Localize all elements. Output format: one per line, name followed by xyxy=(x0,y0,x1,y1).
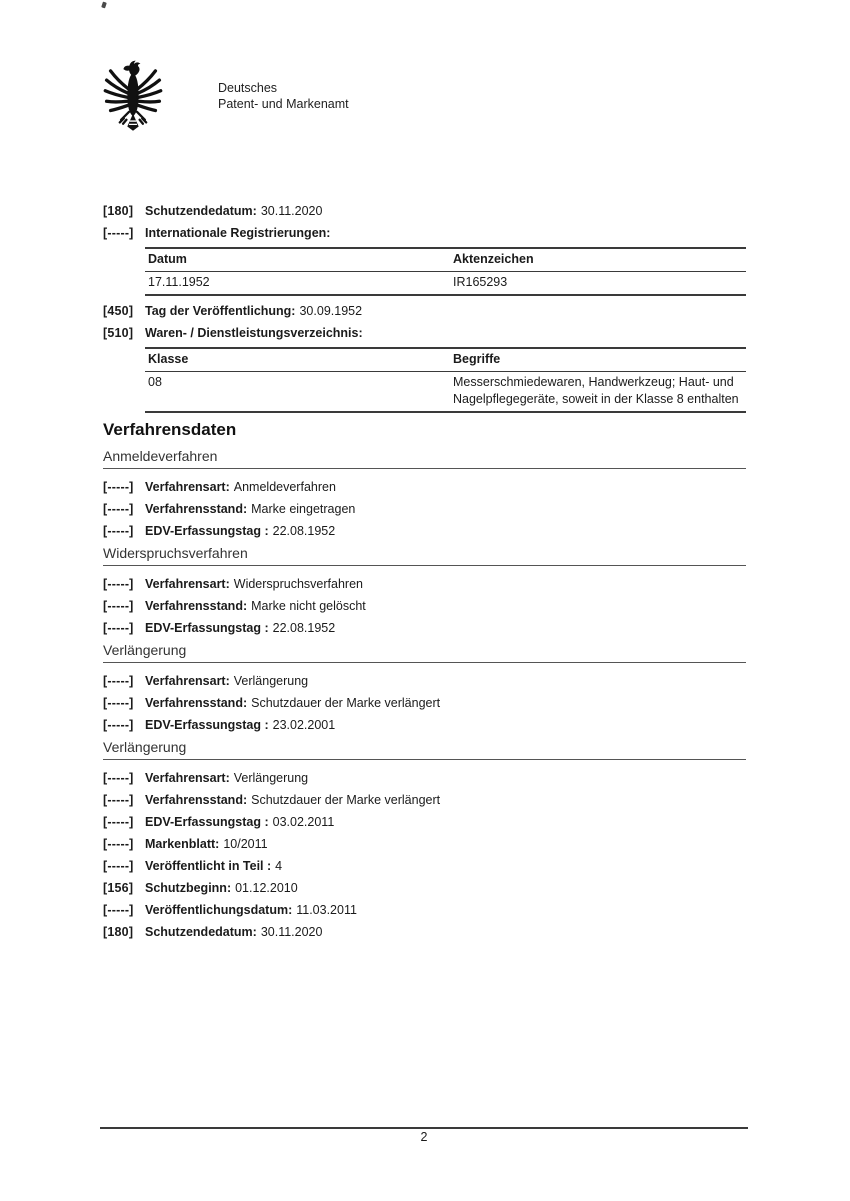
scan-artifact xyxy=(101,2,107,9)
field-label: EDV-Erfassungstag : xyxy=(145,621,269,635)
field-value: 03.02.2011 xyxy=(272,815,335,829)
agency-name-line1: Deutsches xyxy=(218,81,278,95)
field-label: Verfahrensstand: xyxy=(145,793,248,807)
procedure-section-widerspruchsverfahren xyxy=(103,545,746,636)
procedure-section-heading: Verlängerung xyxy=(103,642,746,663)
inid-code: [-----] xyxy=(103,524,134,538)
inid-code: [-----] xyxy=(103,718,134,732)
inid-code: [-----] xyxy=(103,577,134,591)
field-label: Schutzbeginn: xyxy=(145,881,232,895)
field-value: 10/2011 xyxy=(223,837,268,851)
inid-code: [-----] xyxy=(103,599,134,613)
field-value: Marke eingetragen xyxy=(251,502,356,516)
field-value: 30.11.2020 xyxy=(260,925,323,939)
column-header-aktenzeichen: Aktenzeichen xyxy=(453,252,534,266)
field-verfahrensart xyxy=(103,479,746,495)
column-header-begriffe: Begriffe xyxy=(453,352,501,366)
field-verfahrensart xyxy=(103,673,746,689)
field-label: Verfahrensstand: xyxy=(145,696,248,710)
field-verfahrensstand xyxy=(103,598,746,614)
cell-begriffe: Messerschmiedewaren, Handwerkzeug; Haut- und Nagelpflegegeräte, soweit in der Klasse 8 enthalten xyxy=(453,375,739,406)
field-label: EDV-Erfassungstag : xyxy=(145,815,269,829)
field-label: Tag der Veröffentlichung: xyxy=(145,304,296,318)
field-verfahrensart xyxy=(103,770,746,786)
field-schutzbeginn xyxy=(103,880,746,896)
field-label: Schutzendedatum: xyxy=(145,204,257,218)
field-label: Veröffentlicht in Teil : xyxy=(145,859,272,873)
field-edv-erfassungstag xyxy=(103,523,746,539)
field-label: Verfahrensart: xyxy=(145,480,230,494)
procedure-section-anmeldeverfahren xyxy=(103,448,746,539)
field-label: Markenblatt: xyxy=(145,837,220,851)
cell-aktenzeichen: IR165293 xyxy=(453,275,508,289)
field-verfahrensstand xyxy=(103,501,746,517)
document-header xyxy=(100,55,850,137)
field-verfahrensart xyxy=(103,576,746,592)
procedure-section-verlaengerung-2 xyxy=(103,739,746,940)
field-value: Verlängerung xyxy=(233,771,309,785)
field-schutzendedatum xyxy=(103,203,746,219)
field-value: Schutzdauer der Marke verlängert xyxy=(251,696,441,710)
field-edv-erfassungstag xyxy=(103,620,746,636)
inid-code: [-----] xyxy=(103,674,134,688)
column-header-datum: Datum xyxy=(148,252,187,266)
page-footer xyxy=(100,1127,748,1144)
field-value: 4 xyxy=(275,859,283,873)
field-tag-der-veroeffentlichung xyxy=(103,303,746,319)
field-veroeffentlicht-in-teil xyxy=(103,858,746,874)
inid-code: [450] xyxy=(103,304,134,318)
field-verfahrensstand xyxy=(103,792,746,808)
procedure-section-heading: Anmeldeverfahren xyxy=(103,448,746,469)
field-edv-erfassungstag xyxy=(103,814,746,830)
field-label: Verfahrensart: xyxy=(145,577,230,591)
field-label: Internationale Registrierungen: xyxy=(145,226,331,240)
procedure-section-heading: Widerspruchsverfahren xyxy=(103,545,746,566)
inid-code: [156] xyxy=(103,881,134,895)
procedure-section-verlaengerung-1 xyxy=(103,642,746,733)
field-label: Veröffentlichungsdatum: xyxy=(145,903,293,917)
field-value: 23.02.2001 xyxy=(272,718,336,732)
field-label: EDV-Erfassungstag : xyxy=(145,718,269,732)
field-label: Verfahrensart: xyxy=(145,771,230,785)
field-schutzendedatum xyxy=(103,924,746,940)
field-verfahrensstand xyxy=(103,695,746,711)
inid-code: [510] xyxy=(103,326,134,340)
inid-code: [-----] xyxy=(103,815,134,829)
field-value: 30.11.2020 xyxy=(260,204,323,218)
field-label: Waren- / Dienstleistungsverzeichnis: xyxy=(145,326,363,340)
field-value: 22.08.1952 xyxy=(272,524,336,538)
section-title-verfahrensdaten: Verfahrensdaten xyxy=(103,420,237,439)
inid-code: [180] xyxy=(103,925,134,939)
field-value: 01.12.2010 xyxy=(235,881,298,895)
page-number: 2 xyxy=(420,1130,428,1144)
inid-code: [-----] xyxy=(103,621,134,635)
international-registrations-table xyxy=(145,247,746,296)
table-header-row xyxy=(145,348,746,372)
inid-code: [-----] xyxy=(103,903,134,917)
field-value: Widerspruchsverfahren xyxy=(233,577,363,591)
cell-datum: 17.11.1952 xyxy=(148,275,210,289)
inid-code: [-----] xyxy=(103,771,134,785)
inid-code: [-----] xyxy=(103,480,134,494)
agency-name xyxy=(218,80,349,112)
field-label: Verfahrensstand: xyxy=(145,502,248,516)
field-value: 30.09.1952 xyxy=(299,304,363,318)
table-header-row xyxy=(145,248,746,272)
field-internationale-registrierungen xyxy=(103,225,746,241)
field-value: Schutzdauer der Marke verlängert xyxy=(251,793,441,807)
field-label: Schutzendedatum: xyxy=(145,925,257,939)
cell-klasse: 08 xyxy=(148,375,162,389)
table-row xyxy=(145,272,746,296)
inid-code: [-----] xyxy=(103,837,134,851)
field-value: Verlängerung xyxy=(233,674,309,688)
field-label: Verfahrensart: xyxy=(145,674,230,688)
bundesadler-eagle-icon xyxy=(100,55,166,137)
field-veroeffentlichungsdatum xyxy=(103,902,746,918)
column-header-klasse: Klasse xyxy=(148,352,189,366)
goods-services-table xyxy=(145,347,746,413)
field-value: 11.03.2011 xyxy=(296,903,357,917)
register-content xyxy=(103,203,746,940)
inid-code: [-----] xyxy=(103,226,134,240)
field-value: 22.08.1952 xyxy=(272,621,336,635)
field-label: Verfahrensstand: xyxy=(145,599,248,613)
agency-name-line2: Patent- und Markenamt xyxy=(218,97,349,111)
inid-code: [-----] xyxy=(103,793,134,807)
field-value: Anmeldeverfahren xyxy=(233,480,336,494)
inid-code: [-----] xyxy=(103,859,134,873)
inid-code: [-----] xyxy=(103,696,134,710)
field-markenblatt xyxy=(103,836,746,852)
field-waren-dienstleistungsverzeichnis xyxy=(103,325,746,341)
inid-code: [-----] xyxy=(103,502,134,516)
field-edv-erfassungstag xyxy=(103,717,746,733)
inid-code: [180] xyxy=(103,204,134,218)
field-value: Marke nicht gelöscht xyxy=(251,599,366,613)
field-label: EDV-Erfassungstag : xyxy=(145,524,269,538)
table-row xyxy=(145,372,746,413)
procedure-section-heading: Verlängerung xyxy=(103,739,746,760)
